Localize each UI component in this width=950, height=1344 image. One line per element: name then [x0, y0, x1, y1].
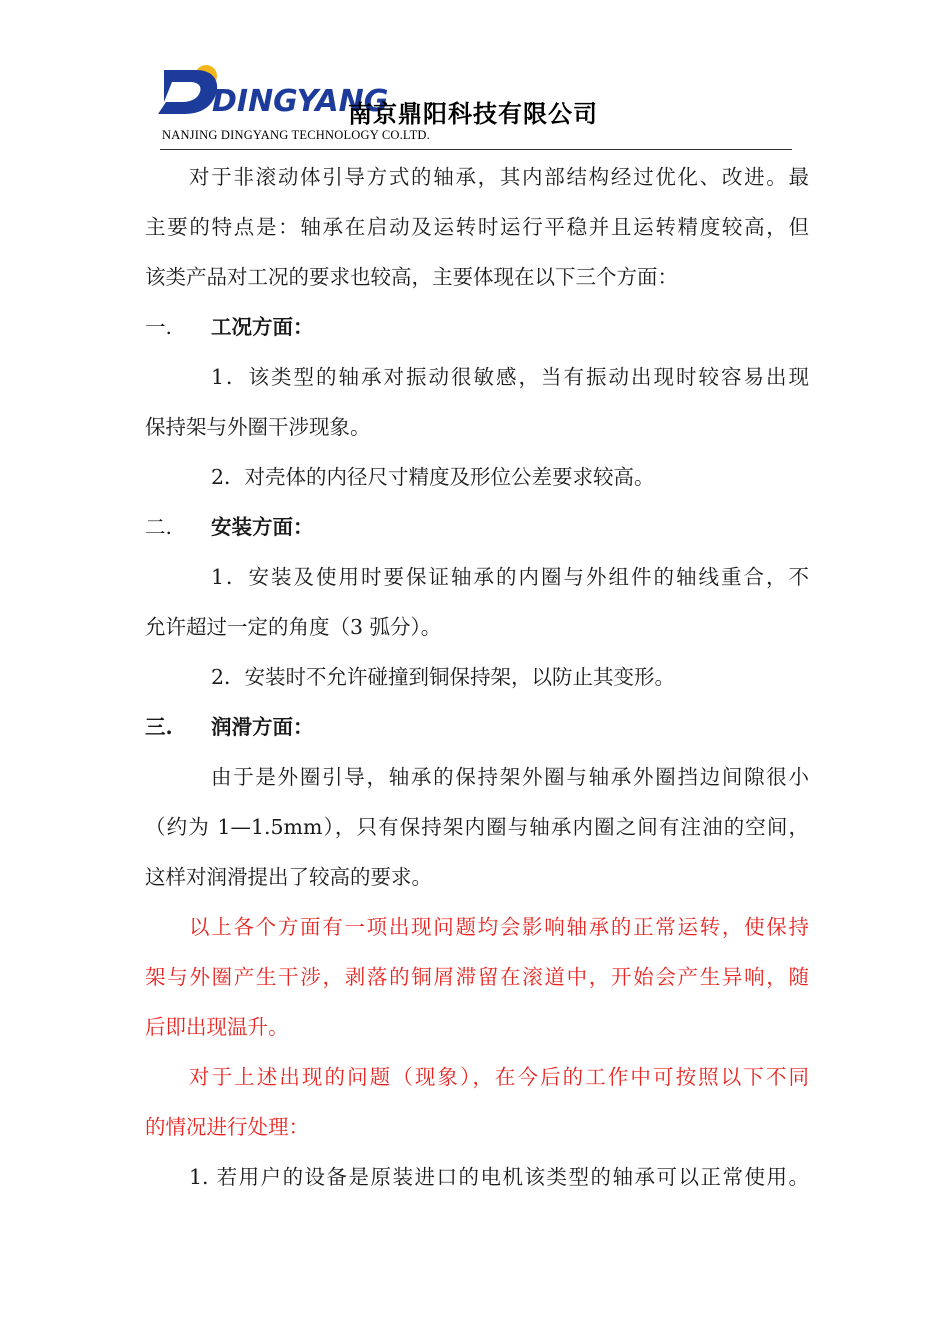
- letterhead: [160, 62, 792, 152]
- warning-line: 后即出现温升。: [145, 1015, 289, 1039]
- section-title: 润滑方面：: [211, 715, 314, 739]
- section-title: 工况方面：: [211, 315, 314, 339]
- section-heading: [145, 502, 809, 552]
- intro-line: 该类产品对工况的要求也较高，主要体现在以下三个方面：: [145, 265, 678, 289]
- section-heading: [145, 702, 809, 752]
- intro-line: 主要的特点是：轴承在启动及运转时运行平稳并且运转精度较高，但: [145, 215, 809, 239]
- section-number: 三.: [145, 715, 173, 739]
- company-name-cn: 南京鼎阳科技有限公司: [348, 100, 598, 128]
- section-item-line: 2．对壳体的内径尺寸精度及形位公差要求较高。: [211, 465, 655, 489]
- handling-line: 的情况进行处理：: [145, 1115, 309, 1139]
- section-item-line: 2．安装时不允许碰撞到铜保持架，以防止其变形。: [211, 665, 676, 689]
- logo-text: DINGYANG: [212, 84, 389, 119]
- section-item-line: 1．安装及使用时要保证轴承的内圈与外组件的轴线重合，不: [211, 565, 809, 589]
- section-item-line: 允许超过一定的角度（3 弧分）。: [145, 615, 442, 639]
- final-item: 1. 若用户的设备是原装进口的电机该类型的轴承可以正常使用。: [189, 1165, 809, 1189]
- warning-line: 以上各个方面有一项出现问题均会影响轴承的正常运转，使保持: [189, 915, 809, 939]
- dingyang-logo: [160, 62, 389, 122]
- section-item-line: 保持架与外圈干涉现象。: [145, 415, 371, 439]
- header-divider: [160, 149, 792, 150]
- warning-line: 架与外圈产生干涉，剥落的铜屑滞留在滚道中，开始会产生异响，随: [145, 965, 809, 989]
- section-item-line: 这样对润滑提出了较高的要求。: [145, 865, 432, 889]
- logo-graphic: [160, 62, 389, 122]
- company-name-en: NANJING DINGYANG TECHNOLOGY CO.LTD.: [162, 128, 430, 142]
- document-body: [145, 152, 809, 1202]
- section-item-line: 1．该类型的轴承对振动很敏感，当有振动出现时较容易出现: [211, 365, 809, 389]
- intro-line: 对于非滚动体引导方式的轴承，其内部结构经过优化、改进。最: [189, 165, 809, 189]
- section-item-line: （约为 1—1.5mm），只有保持架内圈与轴承内圈之间有注油的空间，: [145, 815, 809, 839]
- section-title: 安装方面：: [211, 515, 314, 539]
- section-item-line: 由于是外圈引导，轴承的保持架外圈与轴承外圈挡边间隙很小: [211, 765, 809, 789]
- section-heading: [145, 302, 809, 352]
- section-number: 一.: [145, 315, 173, 339]
- section-number: 二.: [145, 515, 173, 539]
- handling-line: 对于上述出现的问题（现象），在今后的工作中可按照以下不同: [189, 1065, 809, 1089]
